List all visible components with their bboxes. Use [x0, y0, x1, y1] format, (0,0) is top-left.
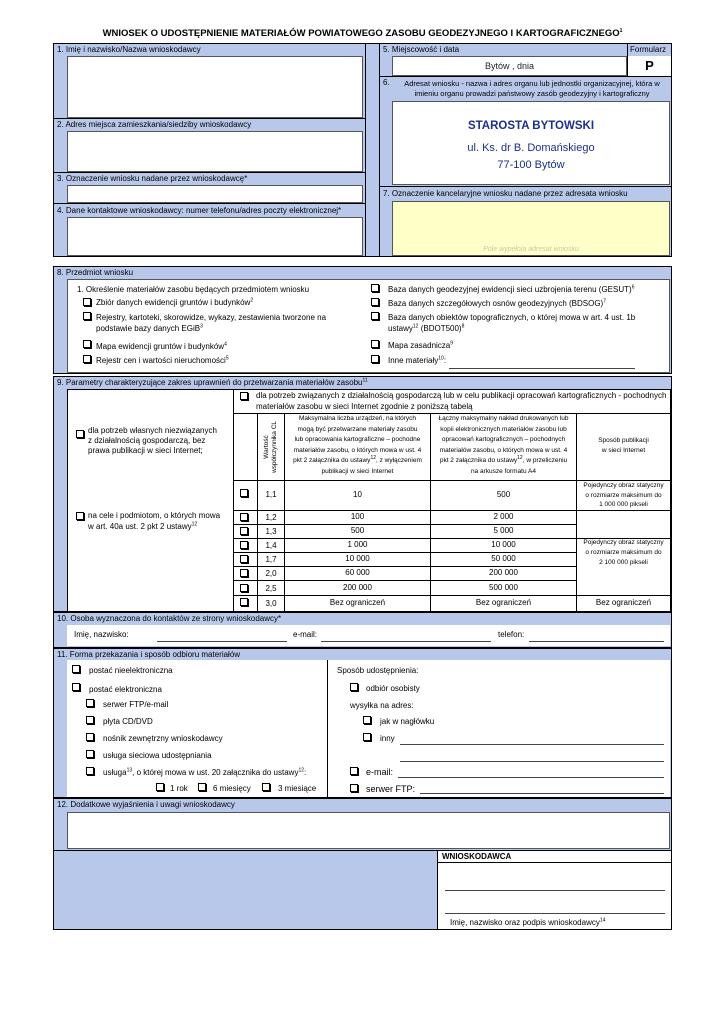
- cl-row-checkbox[interactable]: [240, 598, 248, 606]
- devices-value: 10: [353, 490, 362, 499]
- subject-intro: 1. Określenie materiałów zasobu będących przedmiotem wniosku: [77, 285, 310, 294]
- volume-value: 2 000: [493, 512, 514, 521]
- cl-row-checkbox[interactable]: [240, 555, 248, 563]
- ftp-delivery-label: serwer FTP:: [366, 784, 416, 794]
- ftp-email-checkbox[interactable]: [86, 699, 94, 707]
- web-service-checkbox[interactable]: [86, 750, 94, 758]
- volume-value: Bez ograniczeń: [475, 598, 532, 607]
- devices-value: 200 000: [343, 583, 372, 592]
- other-materials-checkbox[interactable]: [371, 355, 379, 363]
- other-materials-input[interactable]: [449, 368, 635, 369]
- cl-row-checkbox[interactable]: [240, 527, 248, 535]
- addressee-number: 6.: [383, 78, 390, 87]
- signature-line-1[interactable]: [445, 890, 665, 891]
- ftp-delivery-checkbox[interactable]: [350, 784, 358, 792]
- office-reference-note: Pole wypełnia adresat wniosku: [483, 246, 579, 253]
- applicant-name-field[interactable]: [67, 56, 363, 118]
- applicant-name-label: 1. Imię i nazwisko/Nazwa wnioskodawcy: [57, 45, 201, 54]
- bdot500-checkbox[interactable]: [371, 312, 379, 320]
- non-electronic-label: postać nieelektroniczna: [89, 666, 173, 675]
- contact-person-panel: [67, 625, 670, 646]
- addressee-street: ul. Ks. dr B. Domańskiego: [467, 142, 595, 154]
- own-use-label-line3: prawa publikacji w sieci Internet;: [88, 446, 203, 455]
- cl-value: 2,0: [265, 569, 277, 578]
- business-use-checkbox[interactable]: [240, 392, 248, 400]
- publication-option-1: Pojedynczy obraz statyczny o rozmiarze maksimum do 1 000 000 pikseli: [583, 482, 664, 508]
- cl-value: 1,4: [265, 541, 277, 550]
- cl-value: 1,1: [265, 490, 277, 499]
- cl-row-checkbox[interactable]: [240, 569, 248, 577]
- delivery-mode-label: Sposób udostępnienia:: [337, 666, 419, 675]
- volume-value: 500: [496, 490, 511, 499]
- addressee-city: 77-100 Bytów: [497, 159, 565, 171]
- contact-data-field[interactable]: [67, 217, 363, 256]
- volume-value: 10 000: [491, 540, 516, 549]
- subscription-label: usługa$^{13}$, o której mowa w ust. 20 załącznika do ustawy$^{12}$:: [103, 767, 307, 777]
- applicant-reference-field[interactable]: [67, 185, 363, 203]
- electronic-label: postać elektroniczna: [89, 685, 162, 694]
- cl-row-checkbox[interactable]: [240, 513, 248, 521]
- price-register-label: Rejestr cen i wartości nieruchomości$^5$: [96, 355, 229, 365]
- addressee-name: STAROSTA BYTOWSKI: [467, 120, 595, 132]
- signature-line-2[interactable]: [445, 913, 665, 914]
- cl-value: 1,7: [265, 555, 277, 564]
- electronic-checkbox[interactable]: [72, 683, 80, 691]
- registers-label-line1: Rejestry, kartoteki, skorowidze, wykazy, zestawienia tworzone na: [96, 313, 327, 322]
- art40a-label-line2: w art. 40a ust. 2 pkt 2 ustawy$^{12}$: [88, 521, 198, 531]
- form-type-value: P: [645, 58, 654, 73]
- web-service-label: usługa sieciowa udostępniania: [103, 751, 212, 760]
- volume-value: 500 000: [489, 583, 518, 592]
- cl-value: 1,3: [265, 527, 277, 536]
- office-reference-label: 7. Oznaczenie kancelaryjne wniosku nadane przez adresata wniosku: [383, 189, 628, 198]
- contact-name-label: Imię, nazwisko:: [74, 630, 129, 639]
- ftp-delivery-input[interactable]: [420, 793, 664, 794]
- volume-value: 5 000: [493, 526, 514, 535]
- volume-header: Łączny maksymalny nakład drukowanych lub kopii elektronicznych materiałów zasobu lub opracowań kartograficznych – pochodnych materiałów zasobu, o których mowa w ust. 4 pkt 2 załącznika do ustawy$^{12}$, w przeliczeniu na arkusze formatu A4: [438, 415, 569, 475]
- registers-label-line2: podstawie bazy danych EGiB$^3$: [96, 323, 203, 333]
- devices-value: 10 000: [345, 554, 370, 563]
- personal-pickup-checkbox[interactable]: [350, 683, 358, 691]
- cl-value: 2,5: [265, 584, 277, 593]
- form-type-label: Formularz: [630, 45, 667, 54]
- price-register-checkbox[interactable]: [83, 355, 91, 363]
- place-date-label: 5. Miejscowość i data: [383, 45, 460, 54]
- same-address-checkbox[interactable]: [363, 716, 371, 724]
- own-use-label-line1: dla potrzeb własnych niezwiązanych: [88, 426, 217, 435]
- contact-phone-input[interactable]: [529, 641, 664, 642]
- cl-value: 3,0: [265, 599, 277, 608]
- cd-dvd-checkbox[interactable]: [86, 716, 94, 724]
- non-electronic-checkbox[interactable]: [72, 665, 80, 673]
- delivery-label: 11. Forma przekazania i sposób odbioru materiałów: [57, 650, 241, 659]
- business-use-label-line2: materiałów zasobu w sieci Internet zgodnie z poniższą tabelą: [256, 402, 473, 411]
- contact-email-label: e-mail:: [293, 630, 318, 639]
- own-use-label-line2: z działalnością gospodarczą, bez: [88, 436, 206, 445]
- business-use-label-line1: dla potrzeb związanych z działalnością gospodarczą lub w celu publikacji opracowań kartograficznych - pochodnych: [256, 391, 667, 400]
- devices-value: 100: [350, 512, 365, 521]
- remarks-label: 12. Dodatkowe wyjaśnienia i uwagi wnioskodawcy: [57, 800, 235, 809]
- bdsog-label: Baza danych szczegółowych osnów geodezyjnych (BDSOG)$^7$: [388, 298, 606, 308]
- publication-option-2: Pojedynczy obraz statyczny o rozmiarze maksimum do 2 100 000 pikseli: [583, 539, 664, 566]
- cd-dvd-label: płyta CD/DVD: [103, 717, 153, 726]
- same-address-label: jak w nagłówku: [380, 717, 435, 726]
- period-1-year-checkbox[interactable]: [156, 783, 164, 791]
- period-6-months-label: 6 miesięcy: [213, 784, 251, 793]
- external-media-checkbox[interactable]: [86, 733, 94, 741]
- email-delivery-label: e-mail:: [366, 767, 394, 777]
- contact-email-input[interactable]: [321, 641, 491, 642]
- bdot500-label-line2: ustawy$^{12}$ (BDOT500)$^8$: [388, 323, 465, 333]
- other-address-label: inny: [380, 734, 395, 743]
- other-address-input-2[interactable]: [400, 761, 664, 762]
- cadastral-map-checkbox[interactable]: [83, 340, 91, 348]
- other-address-checkbox[interactable]: [363, 733, 371, 741]
- applicant-address-label: 2. Adres miejsca zamieszkania/siedziby wnioskodawcy: [57, 120, 252, 129]
- volume-value: 200 000: [489, 568, 518, 577]
- addressee-label: Adresat wniosku - nazwa i adres organu lub jednostki organizacyjnej, która w imieniu organu prowadzi państwowy zasób geodezyjny i kartograficzny: [404, 79, 660, 98]
- devices-value: Bez ograniczeń: [329, 598, 386, 607]
- contact-name-input[interactable]: [157, 641, 287, 642]
- external-media-label: nośnik zewnętrzny wnioskodawcy: [103, 734, 223, 743]
- gesut-label: Baza danych geodezyjnej ewidencji sieci uzbrojenia terenu (GESUT)$^6$: [388, 284, 635, 294]
- subject-label: 8. Przedmiot wniosku: [57, 268, 134, 277]
- signature-caption: Imię, nazwisko oraz podpis wnioskodawcy$^{14}$: [450, 917, 606, 927]
- contact-data-label: 4. Dane kontaktowe wnioskodawcy: numer telefonu/adres poczty elektronicznej*: [57, 206, 342, 215]
- personal-pickup-label: odbiór osobisty: [366, 684, 420, 693]
- period-1-year-label: 1 rok: [170, 784, 188, 793]
- publication-option-3: Bez ograniczeń: [595, 598, 652, 607]
- contact-person-label: 10. Osoba wyznaczona do kontaktów ze strony wnioskodawcy*: [57, 614, 282, 623]
- bdot500-label-line1: Baza danych obiektów topograficznych, o której mowa w art. 4 ust. 1b: [388, 313, 636, 322]
- registers-checkbox[interactable]: [83, 312, 91, 320]
- publication-header: Sposób publikacji w sieci Internet: [598, 437, 649, 454]
- art40a-checkbox[interactable]: [76, 512, 84, 520]
- mail-delivery-label: wysyłka na adres:: [350, 701, 414, 710]
- cl-row-checkbox[interactable]: [240, 541, 248, 549]
- egib-label: Zbiór danych ewidencji gruntów i budynków$^2$: [96, 297, 254, 307]
- art40a-label-line1: na cele i podmiotom, o których mowa: [88, 511, 221, 520]
- volume-value: 50 000: [491, 554, 516, 563]
- own-use-checkbox[interactable]: [76, 430, 84, 438]
- remarks-field[interactable]: [67, 812, 670, 849]
- cl-row-checkbox[interactable]: [240, 489, 248, 497]
- subscription-checkbox[interactable]: [86, 767, 94, 775]
- page-title: WNIOSEK O UDOSTĘPNIENIE MATERIAŁÓW POWIATOWEGO ZASOBU GEODEZYJNEGO I KARTOGRAFICZNEGO$^1$: [102, 27, 623, 39]
- cadastral-map-label: Mapa ewidencji gruntów i budynków$^4$: [96, 341, 227, 351]
- applicant-address-field[interactable]: [67, 131, 363, 172]
- devices-value: 500: [350, 526, 365, 535]
- period-3-months-checkbox[interactable]: [262, 783, 270, 791]
- place-date-value: Bytów , dnia: [484, 61, 535, 71]
- parameters-label: 9. Parametry charakteryzujące zakres uprawnień do przetwarzania materiałów zasobu$^{11}$: [57, 377, 368, 387]
- devices-header: Maksymalna liczba urządzeń, na których mogą być przetwarzane materiały zasobu lub opracowania kartograficzne – pochodne materiałów zasobu, o których mowa w ust. 4 pkt 2 załącznika do ustawy$^{12}$, z wyłączeniem publikacji w sieci Internet: [293, 415, 422, 475]
- devices-value: 1 000: [347, 540, 368, 549]
- applicant-title: WNIOSKODAWCA: [442, 852, 512, 861]
- bdsog-checkbox[interactable]: [371, 298, 379, 306]
- email-delivery-checkbox[interactable]: [350, 767, 358, 775]
- period-3-months-label: 3 miesiące: [278, 784, 317, 793]
- devices-value: 60 000: [345, 568, 370, 577]
- cl-header: Wartość współczynnika CL: [263, 420, 278, 474]
- base-map-label: Mapa zasadnicza$^9$: [388, 340, 454, 350]
- email-delivery-input[interactable]: [398, 777, 664, 778]
- cl-value: 1,2: [265, 513, 277, 522]
- cl-row-checkbox[interactable]: [240, 584, 248, 592]
- applicant-reference-label: 3. Oznaczenie wniosku nadane przez wnioskodawcę*: [57, 174, 248, 183]
- contact-phone-label: telefon:: [498, 630, 525, 639]
- base-map-checkbox[interactable]: [371, 340, 379, 348]
- other-materials-label: Inne materiały$^{10}$:: [388, 355, 447, 365]
- egib-checkbox[interactable]: [83, 298, 91, 306]
- other-address-input-1[interactable]: [400, 744, 664, 745]
- period-6-months-checkbox[interactable]: [198, 783, 206, 791]
- gesut-checkbox[interactable]: [371, 284, 379, 292]
- ftp-email-label: serwer FTP/e-mail: [103, 700, 169, 709]
